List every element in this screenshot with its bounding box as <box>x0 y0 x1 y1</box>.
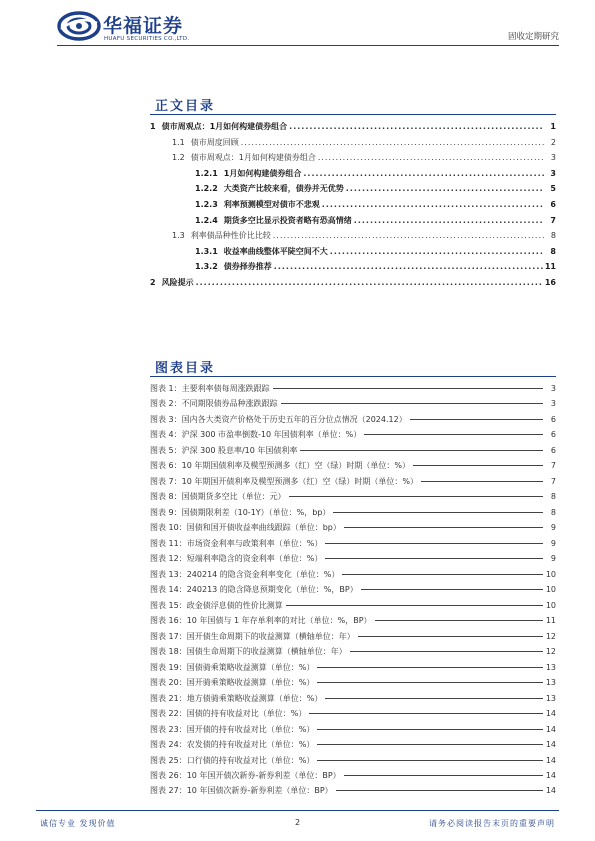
figures-title: 图表目录 <box>155 361 216 376</box>
toc-entry-number: 1.2.1 <box>195 168 218 178</box>
toc-entry-number: 1.2.4 <box>195 215 218 225</box>
figure-entry-page: 13 <box>545 662 556 672</box>
toc-entry-number: 1.2 <box>172 153 185 163</box>
toc-entry-page: 8 <box>550 231 556 241</box>
footer-divider <box>36 810 559 811</box>
figure-entry[interactable] <box>150 615 556 629</box>
figure-leader-line <box>350 651 543 652</box>
toc-title: 正文目录 <box>155 99 216 114</box>
figure-entry-label: 图表 22：国债的持有收益对比（单位：%） <box>150 709 307 719</box>
toc-entry-label: 风险提示 <box>161 278 194 287</box>
figure-leader-line <box>413 465 543 466</box>
figure-entry-page: 7 <box>550 461 556 471</box>
figure-leader-line <box>317 667 542 668</box>
header-divider <box>57 45 559 46</box>
toc-entry-number: 1 <box>150 122 156 131</box>
figure-entry-label: 图表 11：市场资金利率与政策利率（单位：%） <box>150 538 323 548</box>
figure-entry[interactable] <box>150 646 556 660</box>
figure-entry-label: 图表 12：短端利率隐含的资金利率（单位：%） <box>150 554 323 564</box>
figure-entry[interactable] <box>150 662 556 676</box>
toc-title-rule <box>150 114 556 115</box>
figure-leader-line <box>333 512 543 513</box>
figure-entry[interactable] <box>150 538 556 552</box>
toc-entry-label: 大类资产比较来看，债券并无优势 <box>223 184 344 194</box>
figure-entry-page: 12 <box>545 631 556 641</box>
figure-leader-line <box>410 419 543 420</box>
figure-entry-page: 14 <box>545 755 556 765</box>
figure-entry-page: 11 <box>545 616 556 626</box>
figure-entry-page: 6 <box>550 414 556 424</box>
figure-entry-page: 9 <box>550 538 556 548</box>
figure-entry-label: 图表 18：国债生命周期下的收益测算（横轴单位：年） <box>150 647 347 657</box>
figure-entry[interactable] <box>150 429 556 443</box>
figure-leader-line <box>336 790 543 791</box>
figure-entry-page: 9 <box>550 523 556 533</box>
figure-entry-label: 图表 17：国开债生命周期下的收益测算（横轴单位：年） <box>150 631 355 641</box>
huafu-logo-icon <box>57 11 101 41</box>
toc-entry[interactable] <box>195 168 556 182</box>
figure-entry-label: 图表 10：国债和国开债收益率曲线跟踪（单位：bp） <box>150 523 341 533</box>
figure-leader-line <box>317 744 542 745</box>
figure-entry-page: 12 <box>545 647 556 657</box>
figure-entry[interactable] <box>150 600 556 614</box>
figure-entry[interactable] <box>150 708 556 722</box>
figure-entry[interactable] <box>150 739 556 753</box>
figure-entry[interactable] <box>150 460 556 474</box>
figure-entry-page: 13 <box>545 678 556 688</box>
figure-entry[interactable] <box>150 693 556 707</box>
figure-entry-page: 8 <box>550 507 556 517</box>
footer-slogan: 诚信专业 发现价值 <box>40 819 116 828</box>
toc-entry-number: 1.3 <box>172 231 185 241</box>
figure-entry-label: 图表 3：国内各大类资产价格处于历史五年的百分位点情况（2024.12） <box>150 414 407 424</box>
figure-leader-line <box>309 713 542 714</box>
figure-leader-line <box>358 636 543 637</box>
toc-entry[interactable] <box>150 121 556 135</box>
figure-leader-line <box>344 527 543 528</box>
toc-entry-label: 1月如何构建债券组合 <box>223 168 302 178</box>
toc-leader-dots <box>330 247 544 256</box>
figure-entry-page: 14 <box>545 709 556 719</box>
toc-leader-dots <box>274 262 543 271</box>
toc-entry[interactable] <box>195 261 556 275</box>
figure-leader-line <box>344 775 543 776</box>
figure-entry[interactable] <box>150 491 556 505</box>
figure-entry[interactable] <box>150 569 556 583</box>
toc-entry-number: 1.3.1 <box>195 246 218 256</box>
figure-entry-page: 8 <box>550 492 556 502</box>
figure-entry-label: 图表 21：地方债骑乘策略收益测算（单位：%） <box>150 693 323 703</box>
figure-entry-page: 3 <box>550 384 556 393</box>
figure-entry[interactable] <box>150 724 556 738</box>
figure-entry-page: 7 <box>550 476 556 486</box>
figure-entry[interactable] <box>150 398 556 412</box>
figure-leader-line <box>317 760 542 761</box>
toc-entry-label: 债市周度回顾 <box>190 137 239 147</box>
figure-entry[interactable] <box>150 785 556 799</box>
figure-leader-line <box>281 403 543 404</box>
figure-leader-line <box>375 620 543 621</box>
figure-leader-line <box>300 450 543 451</box>
figure-leader-line <box>325 543 543 544</box>
figure-leader-line <box>421 481 543 482</box>
figure-entry[interactable] <box>150 507 556 521</box>
figure-leader-line <box>286 605 543 606</box>
figure-entry-label: 图表 15：政金债浮息债的性价比测算 <box>150 600 283 610</box>
toc-leader-dots <box>241 138 544 147</box>
figure-leader-line <box>325 698 542 699</box>
toc-entry-label: 利率债品种性价比比较 <box>190 231 271 241</box>
figure-entry[interactable] <box>150 677 556 691</box>
toc-entry-label: 债市周观点：1月如何构建债券组合 <box>190 153 316 163</box>
page-number: 2 <box>294 818 301 827</box>
figure-entry-label: 图表 9：国债期限利差（10-1Y）（单位：%，bp） <box>150 507 331 517</box>
figure-entry-label: 图表 5：沪深 300 股息率/10 年国债利率 <box>150 445 298 455</box>
figure-leader-line <box>317 729 542 730</box>
figure-entry-page: 6 <box>550 445 556 455</box>
figure-entry[interactable] <box>150 553 556 567</box>
figure-entry[interactable] <box>150 631 556 645</box>
toc-entry-page: 7 <box>550 215 556 225</box>
toc-entry-page: 1 <box>550 122 556 131</box>
toc-entry-page: 5 <box>550 184 556 194</box>
toc-entry-page: 3 <box>550 153 556 163</box>
toc-entry-page: 11 <box>544 262 556 272</box>
toc-entry-number: 1.2.2 <box>195 184 218 194</box>
toc-entry-page: 8 <box>550 246 556 256</box>
figure-entry-label: 图表 25：口行债的持有收益对比（单位：%） <box>150 755 315 765</box>
toc-entry-label: 期货多空比显示投资者略有恐高情绪 <box>223 215 352 225</box>
figure-leader-line <box>317 682 542 683</box>
toc-leader-dots <box>322 200 544 209</box>
toc-entry[interactable] <box>195 215 556 229</box>
figure-entry-label: 图表 1：主要利率债每周涨跌跟踪 <box>150 384 270 393</box>
figure-entry-page: 10 <box>545 569 556 579</box>
figure-entry-label: 图表 20：国开骑乘策略收益测算（单位：%） <box>150 678 315 688</box>
figure-entry[interactable] <box>150 755 556 769</box>
figure-leader-line <box>361 589 543 590</box>
figure-entry[interactable] <box>150 445 556 459</box>
figure-entry-page: 9 <box>550 554 556 564</box>
toc-entry[interactable] <box>195 183 556 197</box>
figure-entry-label: 图表 27：10 年国债次新券-新券利差（单位：BP） <box>150 786 333 796</box>
figure-entry-label: 图表 19：国债骑乘策略收益测算（单位：%） <box>150 662 315 672</box>
toc-entry[interactable] <box>172 137 556 151</box>
toc-leader-dots <box>303 169 544 178</box>
figure-entry-label: 图表 23：国开债的持有收益对比（单位：%） <box>150 724 315 734</box>
toc-entry-page: 6 <box>550 200 556 209</box>
figure-entry-label: 图表 6：10 年期国债利率及模型预测多（红）空（绿）时期（单位：%） <box>150 461 410 471</box>
figure-entry-label: 图表 13：240214 的隐含资金利率变化（单位：%） <box>150 569 340 579</box>
figure-entry[interactable] <box>150 414 556 428</box>
figure-entry-label: 图表 2：不同期限债券品种涨跌跟踪 <box>150 399 278 409</box>
toc-entry-label: 债市周观点：1月如何构建债券组合 <box>161 122 288 131</box>
toc-entry-page: 2 <box>550 137 556 147</box>
figure-entry-label: 图表 24：农发债的持有收益对比（单位：%） <box>150 740 315 750</box>
footer-disclaimer: 请务必阅读报告末页的重要声明 <box>429 819 555 828</box>
figure-entry[interactable] <box>150 476 556 490</box>
toc-entry-label: 收益率曲线整体平陡空间不大 <box>223 246 328 256</box>
figure-entry-label: 图表 26：10 年国开债次新券-新券利差（单位：BP） <box>150 771 341 780</box>
figure-leader-line <box>289 496 543 497</box>
toc-entry[interactable] <box>172 152 556 166</box>
toc-leader-dots <box>273 231 544 240</box>
figure-entry[interactable] <box>150 584 556 598</box>
company-name-cn: 华福证券 <box>103 15 184 37</box>
toc-entry-number: 2 <box>150 278 156 287</box>
figure-leader-line <box>273 388 543 389</box>
toc-entry-number: 1.3.2 <box>195 262 218 272</box>
figure-entry-page: 6 <box>550 430 556 440</box>
toc-entry[interactable] <box>150 277 556 291</box>
toc-leader-dots <box>346 184 544 193</box>
figure-entry-label: 图表 7：10 年期国开债利率及模型预测多（红）空（绿）时期（单位：%） <box>150 476 418 486</box>
toc-leader-dots <box>354 216 544 225</box>
figure-entry[interactable] <box>150 383 556 397</box>
toc-entry-label: 利率预测模型对债市不悲观 <box>223 200 320 209</box>
toc-entry-number: 1.2.3 <box>195 200 218 209</box>
figure-leader-line <box>364 434 543 435</box>
figure-entry-label: 图表 4：沪深 300 市盈率倒数-10 年国债利率（单位：%） <box>150 430 362 440</box>
figure-entry[interactable] <box>150 770 556 784</box>
toc-entry-page: 3 <box>550 168 556 178</box>
figure-leader-line <box>325 558 543 559</box>
figure-entry-label: 图表 16：10 年国债与 1 年存单利率的对比（单位：%，BP） <box>150 616 372 626</box>
toc-entry[interactable] <box>172 230 556 244</box>
figure-leader-line <box>342 574 542 575</box>
figure-entry-page: 14 <box>545 786 556 796</box>
toc-leader-dots <box>196 278 543 287</box>
figure-entry-page: 10 <box>545 600 556 610</box>
figures-title-rule <box>150 376 556 377</box>
toc-entry-page: 16 <box>544 278 556 287</box>
figure-entry-label: 图表 14：240213 的隐含降息预期变化（单位：%，BP） <box>150 585 358 595</box>
figure-entry-page: 3 <box>550 399 556 409</box>
page-header <box>0 0 595 50</box>
toc-leader-dots <box>289 122 544 131</box>
company-name-en: HUAFU SECURITIES CO.,LTD. <box>104 36 190 42</box>
figure-entry-label: 图表 8：国债期货多空比（单位：元） <box>150 492 286 502</box>
figure-entry-page: 13 <box>545 693 556 703</box>
toc-entry-number: 1.1 <box>172 137 185 147</box>
figure-entry[interactable] <box>150 522 556 536</box>
figure-entry-page: 14 <box>545 724 556 734</box>
figure-entry-page: 14 <box>545 740 556 750</box>
figure-entry-page: 10 <box>545 585 556 595</box>
figure-entry-page: 14 <box>545 771 556 780</box>
report-type: 固收定期研究 <box>507 32 559 42</box>
toc-entry[interactable] <box>195 199 556 213</box>
toc-entry-label: 债券择券推荐 <box>223 262 272 272</box>
toc-entry[interactable] <box>195 246 556 260</box>
toc-leader-dots <box>318 153 544 162</box>
